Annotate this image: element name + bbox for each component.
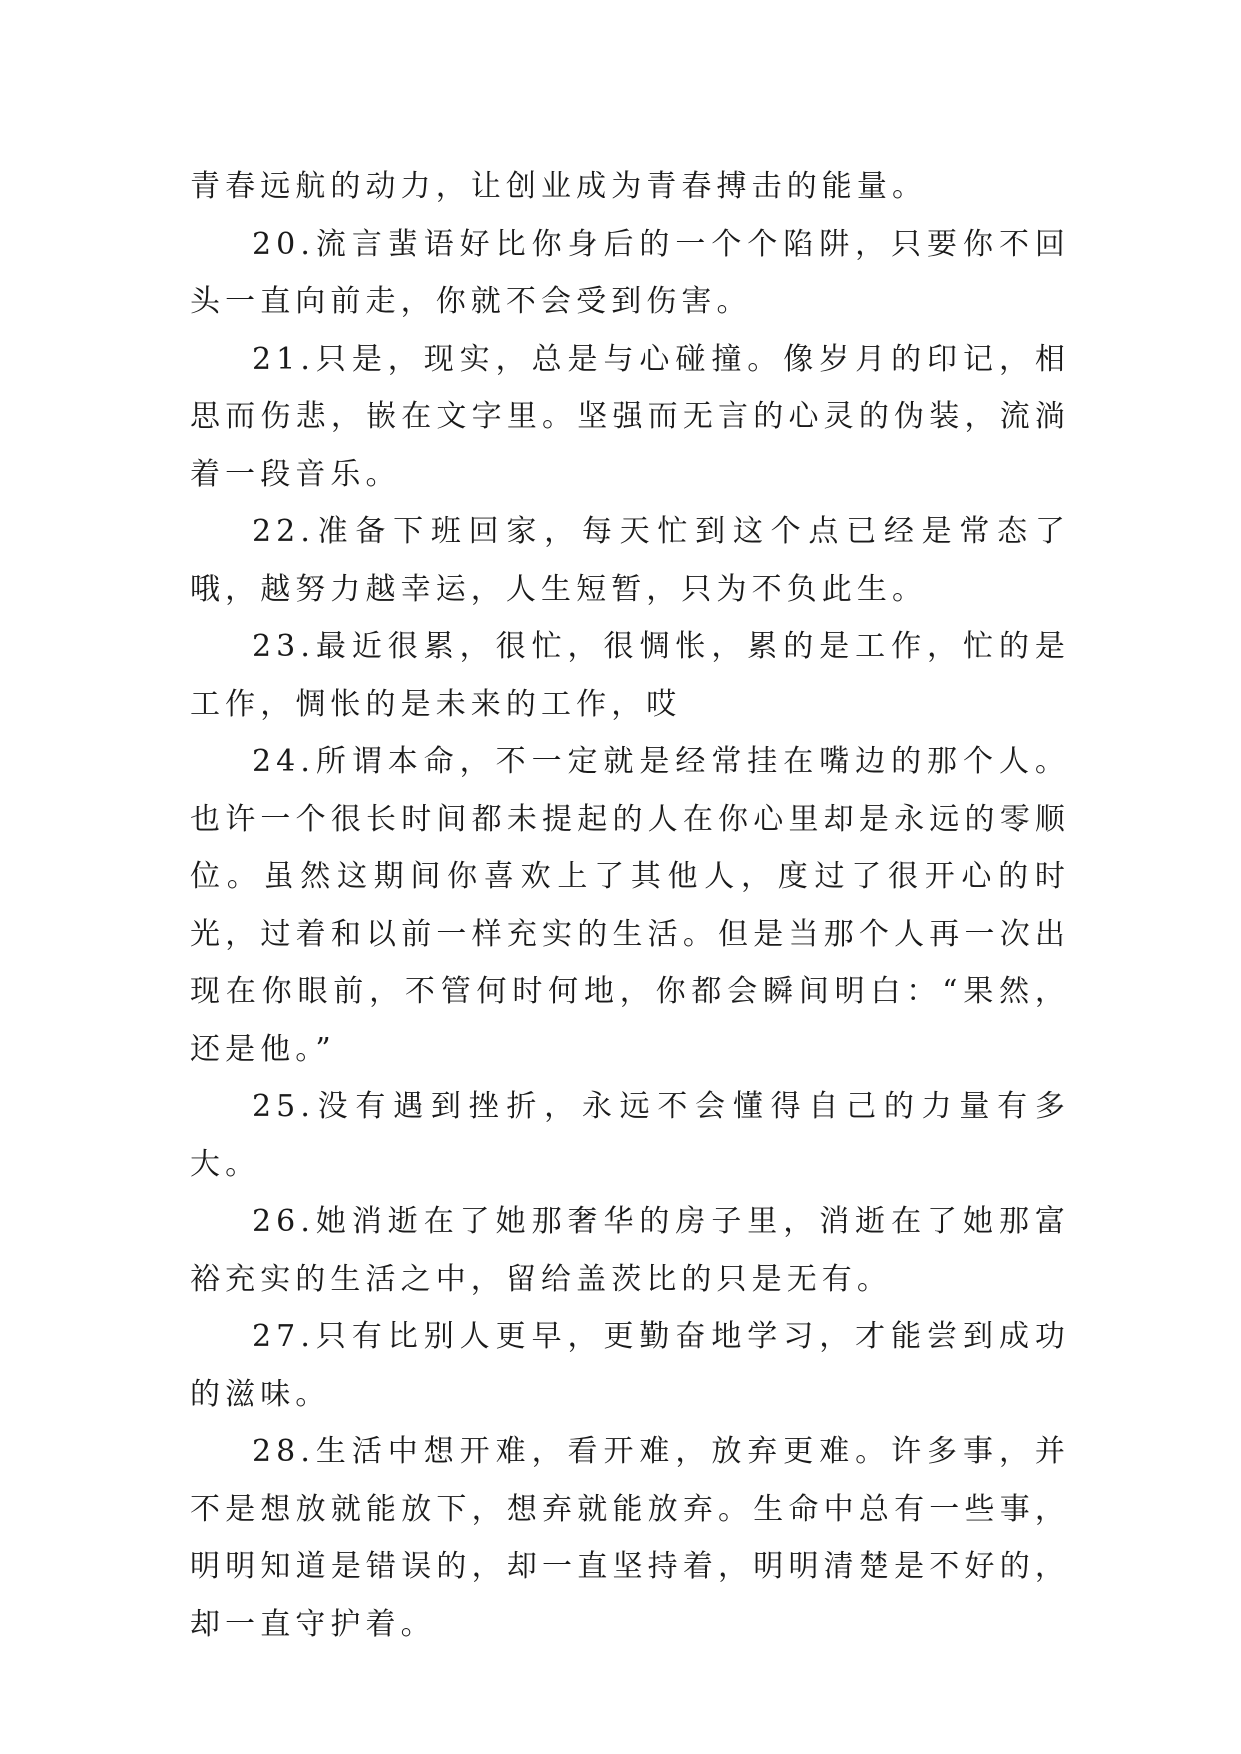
paragraph-25: 25.没有遇到挫折，永远不会懂得自己的力量有多大。: [190, 1089, 1070, 1182]
continued-paragraph: 青春远航的动力，让创业成为青春搏击的能量。: [190, 169, 928, 204]
paragraph-28: 28.生活中想开难，看开难，放弃更难。许多事，并不是想放就能放下，想弃就能放弃。生命中总有一些事，明明知道是错误的，却一直坚持着，明明清楚是不好的，却一直守护着。: [190, 1434, 1070, 1642]
paragraph-23: 23.最近很累，很忙，很惆怅，累的是工作，忙的是工作，惆怅的是未来的工作，哎: [190, 629, 1070, 722]
paragraph-22: 22.准备下班回家，每天忙到这个点已经是常态了哦，越努力越幸运，人生短暂，只为不负此生。: [190, 514, 1070, 607]
paragraph-20: 20.流言蜚语好比你身后的一个个陷阱，只要你不回头一直向前走，你就不会受到伤害。: [190, 226, 1070, 319]
paragraph-24: 24.所谓本命，不一定就是经常挂在嘴边的那个人。也许一个很长时间都未提起的人在你心里却是永远的零顺位。虽然这期间你喜欢上了其他人，度过了很开心的时光，过着和以前一样充实的生活。但是当那个人再一次出现在你眼前，不管何时何地，你都会瞬间明白：“果然，还是他。”: [190, 744, 1070, 1067]
paragraph-26: 26.她消逝在了她那奢华的房子里，消逝在了她那富裕充实的生活之中，留给盖茨比的只是无有。: [190, 1204, 1070, 1297]
paragraph-21: 21.只是，现实，总是与心碰撞。像岁月的印记，相思而伤悲，嵌在文字里。坚强而无言的心灵的伪装，流淌着一段音乐。: [190, 341, 1070, 492]
paragraph-27: 27.只有比别人更早，更勤奋地学习，才能尝到成功的滋味。: [190, 1319, 1070, 1412]
document-body: [190, 158, 1070, 1653]
